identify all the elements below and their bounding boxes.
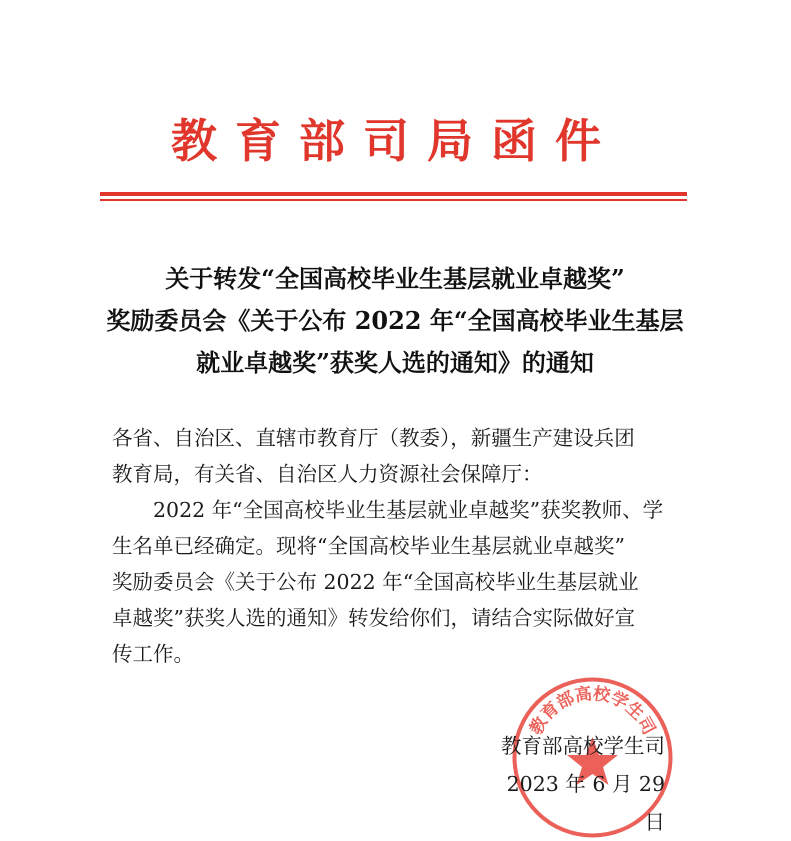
body-line-4: 生名单已经确定。现将“全国高校毕业生基层就业卓越奖” bbox=[112, 534, 625, 558]
title-line-3: 就业卓越奖”获奖人选的通知》的通知 bbox=[196, 348, 594, 377]
masthead: 教育部司局函件 bbox=[171, 114, 619, 168]
issuer-name: 教育部高校学生司 bbox=[501, 734, 665, 758]
body-line-5: 奖励委员会《关于公布 2022 年“全国高校毕业生基层就业 bbox=[112, 570, 639, 594]
document-title bbox=[60, 258, 730, 384]
title-line-2: 奖励委员会《关于公布 2022 年“全国高校毕业生基层 bbox=[106, 306, 684, 335]
body-line-1: 各省、自治区、直辖市教育厅（教委），新疆生产建设兵团 bbox=[112, 426, 635, 450]
body-line-2: 教育局，有关省、自治区人力资源社会保障厅： bbox=[112, 462, 543, 486]
body-line-6: 卓越奖”获奖人选的通知》转发给你们，请结合实际做好宣 bbox=[112, 606, 635, 630]
signature-block bbox=[490, 727, 665, 841]
document-body bbox=[112, 420, 682, 672]
body-line-3: 2022 年“全国高校毕业生基层就业卓越奖”获奖教师、学 bbox=[112, 498, 664, 522]
body-line-7: 传工作。 bbox=[112, 642, 194, 666]
red-rule-thick bbox=[100, 192, 687, 196]
seal-text: 教育部高校学生司 bbox=[526, 684, 659, 739]
red-rule-thin bbox=[100, 199, 687, 201]
issue-date: 2023 年 6 月 29 日 bbox=[506, 772, 665, 834]
title-line-1: 关于转发“全国高校毕业生基层就业卓越奖” bbox=[165, 264, 625, 293]
